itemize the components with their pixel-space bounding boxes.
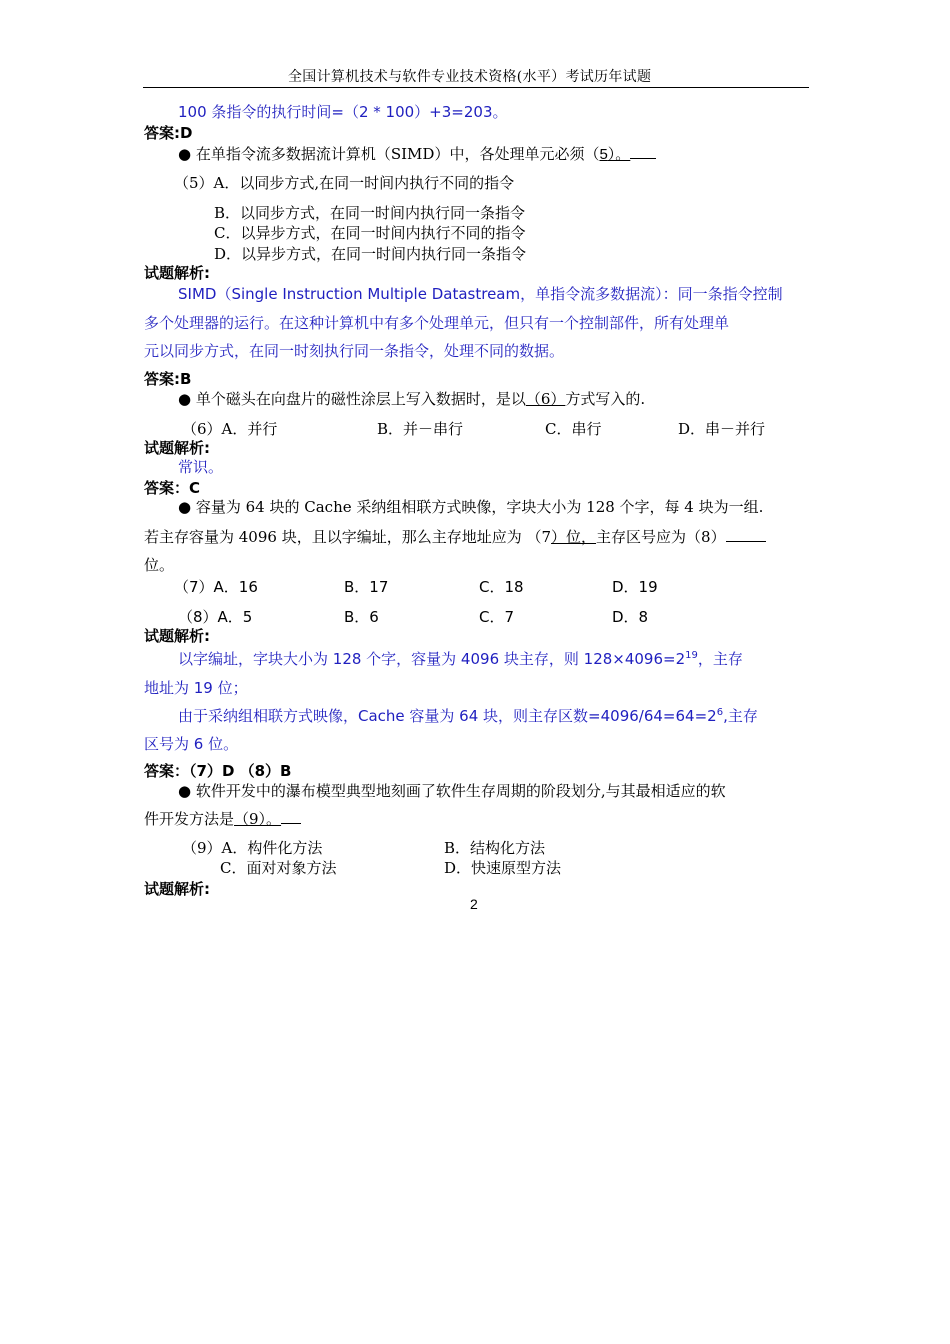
q7-option-b: B．17 — [344, 578, 389, 596]
q9-option-a: （9）A．构件化方法 — [182, 839, 323, 857]
q78-stem-2b: 主存区号应为（8） — [596, 528, 726, 546]
q6-option-c: C．串行 — [545, 420, 602, 438]
q78-explanation-4: 区号为 6 位。 — [144, 735, 239, 753]
q78-explanation-1 — [178, 648, 743, 669]
q6-blank: （6） — [525, 390, 566, 408]
q78-analysis-label: 试题解析: — [144, 627, 210, 645]
q5-option-a: （5）A．以同步方式,在同一时间内执行不同的指令 — [174, 174, 515, 192]
q5-stem-b: ）。 — [607, 145, 631, 163]
q6-stem-b: 方式写入的. — [565, 390, 646, 408]
q6-option-a: （6）A．并行 — [182, 420, 278, 438]
q5-option-c: C．以异步方式，在同一时间内执行不同的指令 — [214, 224, 526, 242]
running-header: 全国计算机技术与软件专业技术资格(水平）考试历年试题 — [288, 69, 652, 85]
q9-option-d: D．快速原型方法 — [444, 859, 562, 877]
q8-option-d: D．8 — [612, 608, 649, 626]
q78-stem-1: ● 容量为 64 块的 Cache 采纳组相联方式映像，字块大小为 128 个字，每 4 块为一组. — [178, 498, 764, 516]
q78-exponent-6: 6 — [716, 707, 724, 718]
q9-option-b: B．结构化方法 — [444, 839, 546, 857]
q5-explanation-2: 多个处理器的运行。在这种计算机中有多个处理单元，但只有一个控制部件，所有处理单 — [144, 314, 730, 332]
q8-option-a: （8）A．5 — [178, 608, 253, 626]
q9-underline — [281, 809, 301, 824]
q78-stem-3: 位。 — [144, 556, 175, 574]
q9-option-c: C．面对对象方法 — [220, 859, 337, 877]
q5-option-b: B．以同步方式，在同一时间内执行同一条指令 — [214, 204, 526, 222]
header-rule — [143, 87, 809, 88]
q78-answer: 答案：（7）D （8）B — [144, 762, 292, 780]
q78-explanation-3 — [178, 705, 758, 726]
q78-blank-7: ）位， — [551, 528, 597, 546]
q78-explanation-3b: ,主存 — [723, 707, 758, 725]
q9-stem-2a: 件开发方法是 — [144, 810, 235, 828]
prev-answer: 答案:D — [144, 124, 193, 142]
q5-stem-a: ● 在单指令流多数据流计算机（SIMD）中，各处理单元必须（ — [178, 145, 600, 163]
q8-option-b: B．6 — [344, 608, 379, 626]
q5-stem — [178, 143, 656, 164]
q78-blank-8 — [726, 527, 766, 542]
q7-option-d: D．19 — [612, 578, 658, 596]
q78-exponent-19: 19 — [685, 650, 698, 661]
q6-answer: 答案：C — [144, 479, 201, 497]
q6-stem — [178, 388, 645, 409]
q5-option-d: D．以异步方式，在同一时间内执行同一条指令 — [214, 245, 527, 263]
q78-explanation-1a: 以字编址，字块大小为 128 个字，容量为 4096 块主存，则 128×4096=2 — [178, 650, 686, 668]
q9-stem-2 — [144, 808, 301, 829]
q9-blank: （9）。 — [234, 810, 282, 828]
q8-option-c: C．7 — [479, 608, 515, 626]
q78-stem-2 — [144, 526, 766, 547]
page-number: 2 — [470, 896, 478, 912]
q6-analysis-label: 试题解析: — [144, 439, 210, 457]
q6-option-b: B．并－串行 — [377, 420, 464, 438]
q9-stem-1: ● 软件开发中的瀑布模型典型地刻画了软件生存周期的阶段划分,与其最相适应的软 — [178, 782, 726, 800]
q7-option-a: （7）A．16 — [174, 578, 258, 596]
q5-underline — [630, 144, 656, 159]
q5-explanation-1: SIMD（Single Instruction Multiple Datastream，单指令流多数据流）：同一条指令控制 — [178, 285, 783, 303]
q5-analysis-label: 试题解析: — [144, 264, 210, 282]
q5-answer: 答案:B — [144, 370, 192, 388]
q6-stem-a: ● 单个磁头在向盘片的磁性涂层上写入数据时，是以 — [178, 390, 526, 408]
q6-explanation: 常识。 — [178, 458, 224, 476]
q9-analysis-label: 试题解析: — [144, 880, 210, 898]
q7-option-c: C．18 — [479, 578, 524, 596]
q78-explanation-2: 地址为 19 位； — [144, 679, 248, 697]
prev-explanation-line: 100 条指令的执行时间=（2 * 100）+3=203。 — [178, 103, 508, 121]
q78-explanation-3a: 由于采纳组相联方式映像，Cache 容量为 64 块，则主存区数=4096/64=64=2 — [178, 707, 717, 725]
q78-stem-2a: 若主存容量为 4096 块，且以字编址，那么主存地址应为 （7 — [144, 528, 552, 546]
q78-explanation-1b: ，主存 — [697, 650, 743, 668]
q5-explanation-3: 元以同步方式，在同一时刻执行同一条指令，处理不同的数据。 — [144, 342, 565, 360]
q6-option-d: D．串－并行 — [678, 420, 766, 438]
q5-blank: 5 — [599, 146, 608, 163]
